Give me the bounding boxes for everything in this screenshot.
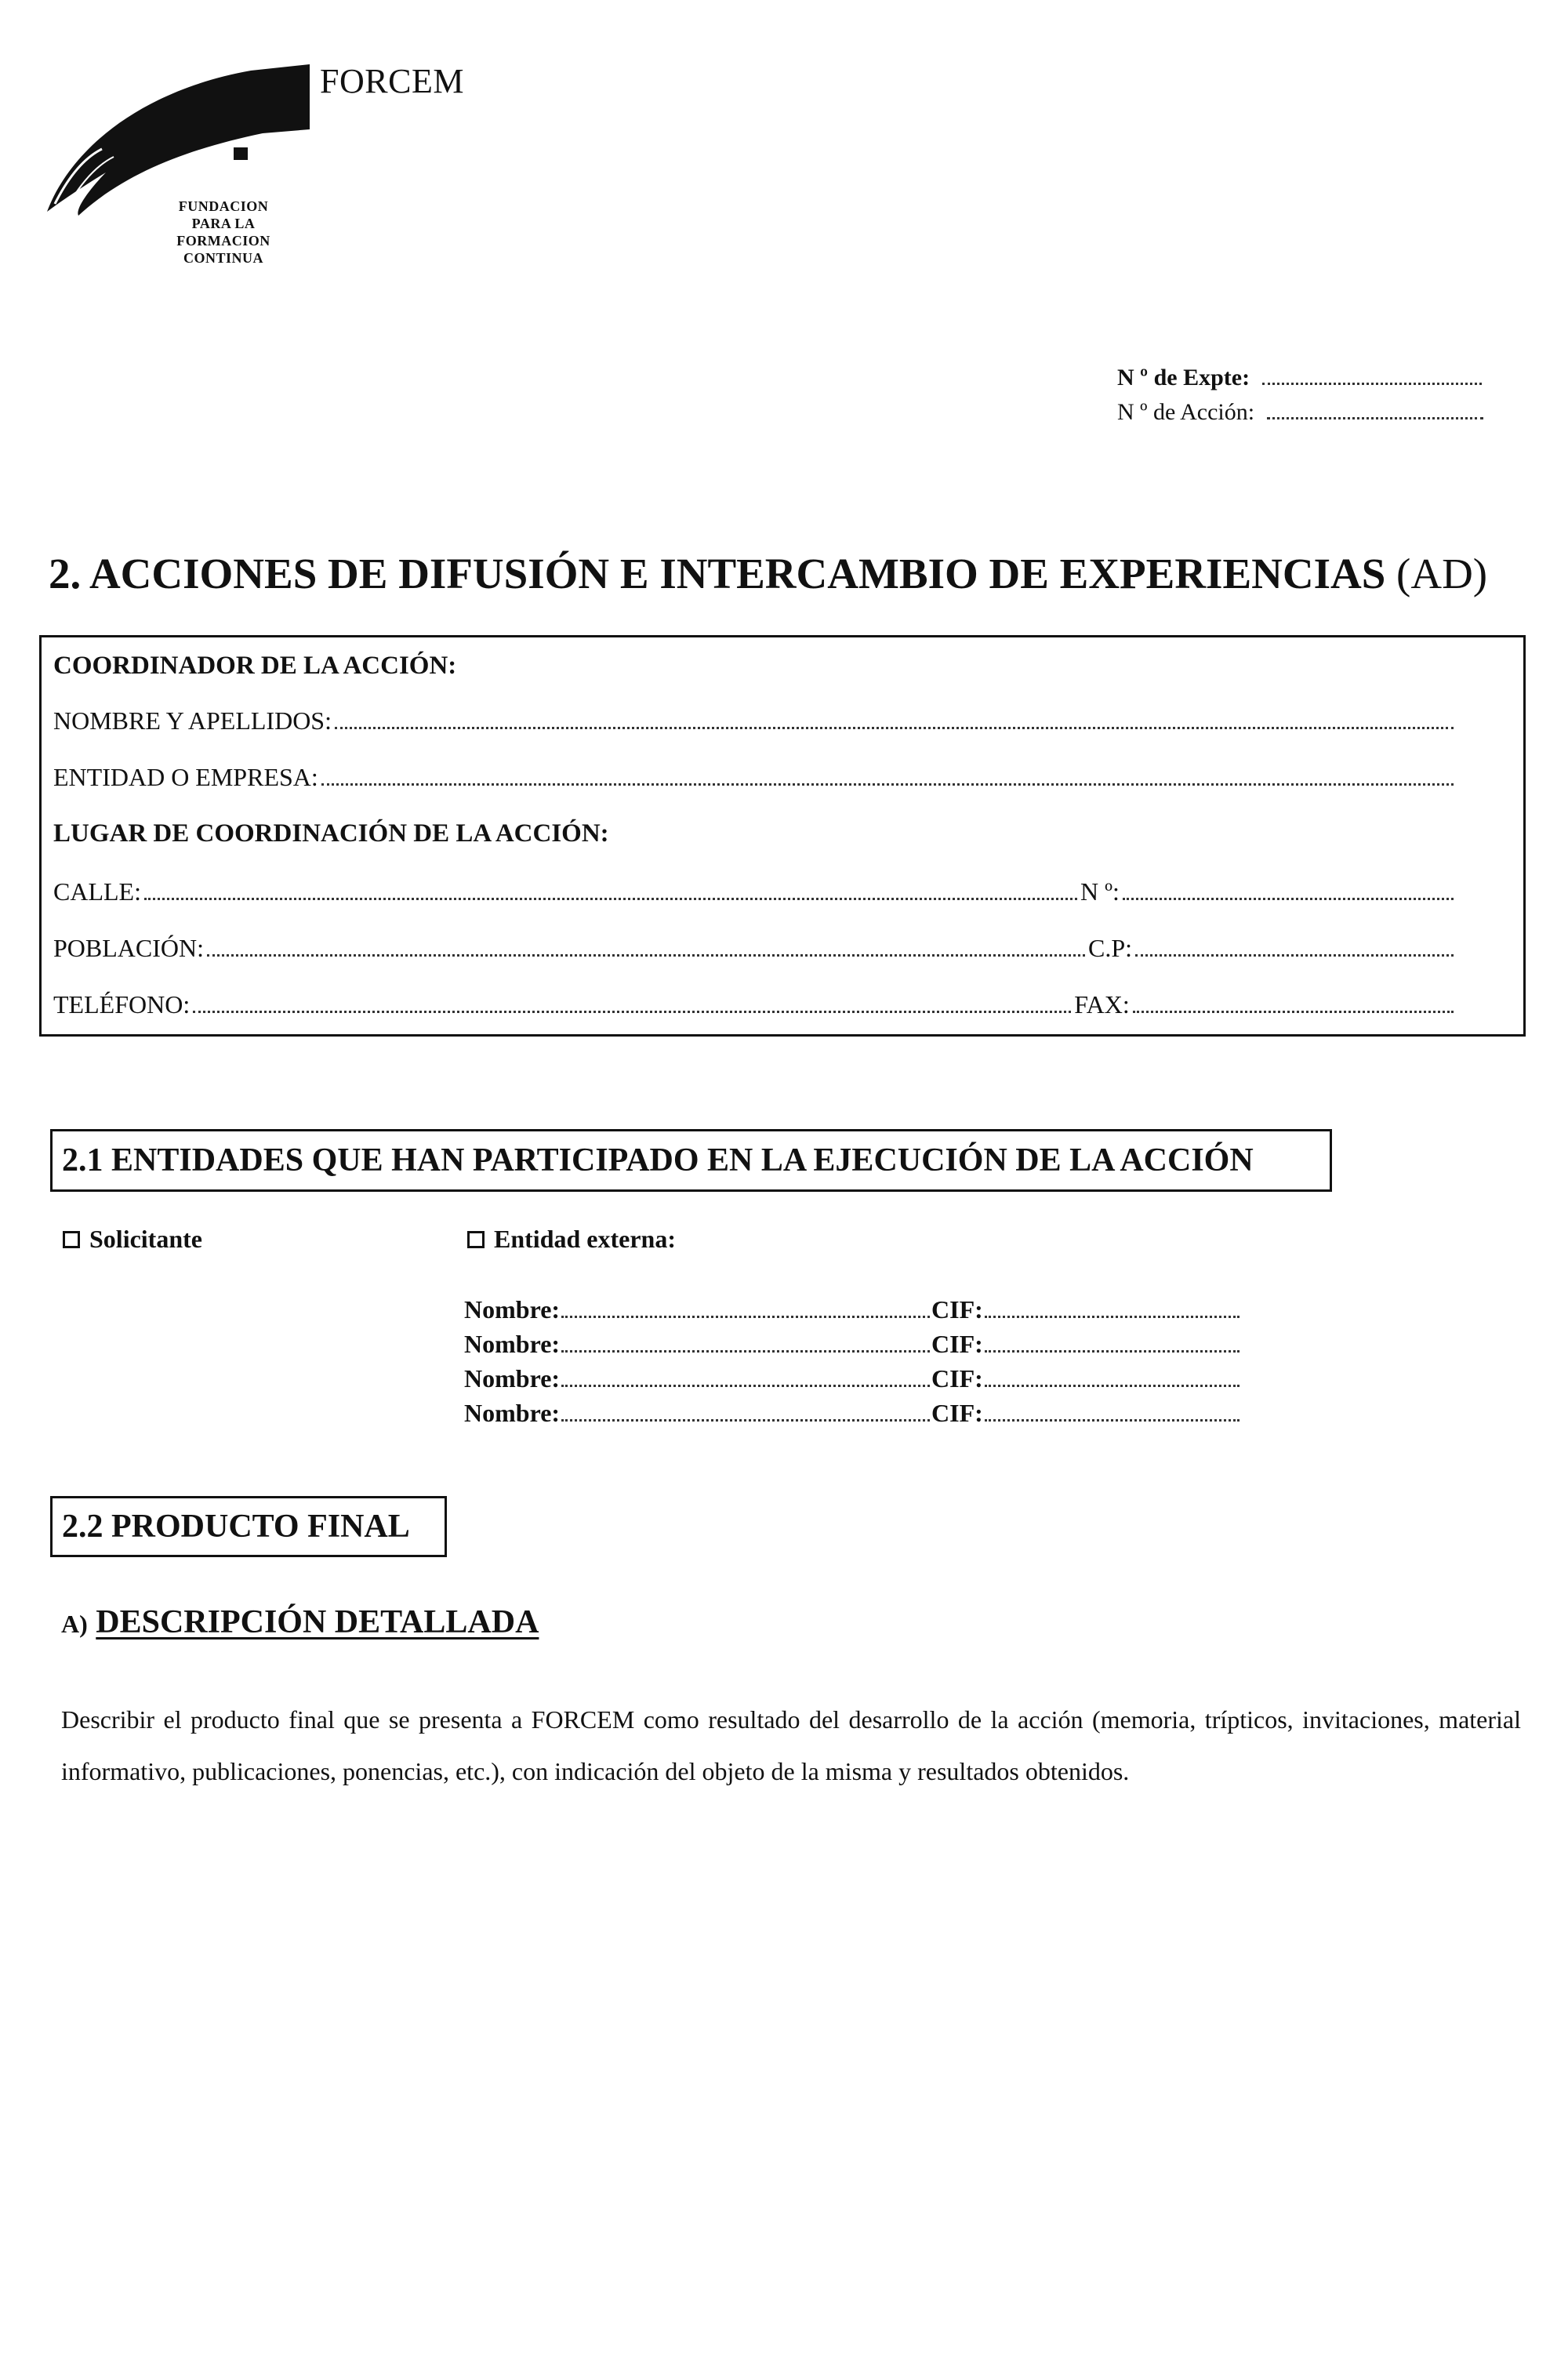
accion-label: N º de Acción: (1117, 399, 1255, 425)
nombre-field[interactable] (335, 727, 1454, 729)
nombre-field[interactable] (561, 1350, 930, 1353)
nombre-field[interactable] (561, 1316, 930, 1318)
entidad-externa-checkbox[interactable] (467, 1231, 485, 1248)
telefono-label: TELÉFONO: (53, 990, 191, 1019)
solicitante-checkbox[interactable] (63, 1231, 80, 1248)
expediente-row (1117, 361, 1483, 395)
section-2-2-header: 2.2 PRODUCTO FINAL (50, 1496, 447, 1557)
reference-numbers (1117, 361, 1483, 430)
numero-field[interactable] (1123, 898, 1454, 900)
nombre-label: Nombre: (464, 1364, 561, 1393)
calle-label: CALLE: (53, 877, 141, 906)
description-text: Describir el producto final que se presenta a FORCEM como resultado del desarrollo de la acción (memoria, trípticos, invitaciones, material informativo, publicaciones, ponencias, etc.), con indicación del objeto de la misma y resultados obtenidos. (61, 1705, 1521, 1785)
poblacion-row (53, 934, 1457, 963)
entity-row (464, 1399, 1264, 1428)
coordinator-section (39, 635, 1526, 1037)
entidad-row (53, 763, 1457, 792)
entity-row (464, 1364, 1264, 1393)
sub-title: DESCRIPCIÓN DETALLADA (96, 1604, 539, 1640)
nombre-label: NOMBRE Y APELLIDOS: (53, 706, 332, 735)
entity-row (464, 1330, 1264, 1359)
nombre-label: Nombre: (464, 1330, 561, 1358)
cp-field[interactable] (1135, 954, 1454, 957)
solicitante-option (63, 1225, 202, 1254)
entidad-label: ENTIDAD O EMPRESA: (53, 763, 318, 791)
nombre-field[interactable] (561, 1385, 930, 1387)
cif-label: CIF: (931, 1330, 983, 1358)
expediente-label: N º de Expte: (1117, 365, 1250, 390)
fax-label: FAX: (1074, 990, 1130, 1019)
expediente-field[interactable] (1262, 383, 1482, 385)
calle-row (53, 877, 1457, 906)
nombre-field[interactable] (561, 1419, 930, 1422)
entity-row (464, 1295, 1264, 1324)
calle-field[interactable] (144, 898, 1077, 900)
poblacion-label: POBLACIÓN: (53, 934, 205, 962)
poblacion-field[interactable] (207, 954, 1085, 957)
brand-name: FORCEM (320, 62, 464, 100)
section-2-1-header: 2.1 ENTIDADES QUE HAN PARTICIPADO EN LA EJECUCIÓN DE LA ACCIÓN (50, 1129, 1332, 1192)
accion-row (1117, 395, 1483, 430)
numero-label: N º: (1080, 877, 1120, 906)
entidad-externa-label: Entidad externa: (494, 1225, 676, 1253)
cif-field[interactable] (985, 1385, 1240, 1387)
cif-field[interactable] (985, 1350, 1240, 1353)
entidad-externa-option (467, 1225, 676, 1254)
telefono-row (53, 990, 1457, 1019)
cif-field[interactable] (985, 1316, 1240, 1318)
cp-label: C.P: (1088, 934, 1133, 962)
page-title: 2. ACCIONES DE DIFUSIÓN E INTERCAMBIO DE EXPERIENCIAS (AD) (49, 550, 1488, 597)
cif-field[interactable] (985, 1419, 1240, 1422)
nombre-label: Nombre: (464, 1295, 561, 1324)
cif-label: CIF: (931, 1399, 983, 1427)
sub-letter: A) (61, 1610, 88, 1638)
lugar-heading: LUGAR DE COORDINACIÓN DE LA ACCIÓN: (53, 819, 609, 848)
detailed-description-heading (61, 1603, 539, 1641)
solicitante-label: Solicitante (89, 1225, 202, 1253)
title-suffix: (AD) (1396, 550, 1488, 597)
fax-field[interactable] (1133, 1011, 1454, 1013)
telefono-field[interactable] (193, 1011, 1071, 1013)
nombre-label: Nombre: (464, 1399, 561, 1427)
accion-field[interactable] (1267, 417, 1483, 419)
coordinator-heading: COORDINADOR DE LA ACCIÓN: (53, 652, 457, 680)
nombre-row (53, 706, 1457, 735)
organization-name: FUNDACION PARA LA FORMACION CONTINUA (176, 198, 270, 266)
entidad-field[interactable] (321, 783, 1454, 786)
cif-label: CIF: (931, 1295, 983, 1324)
cif-label: CIF: (931, 1364, 983, 1393)
